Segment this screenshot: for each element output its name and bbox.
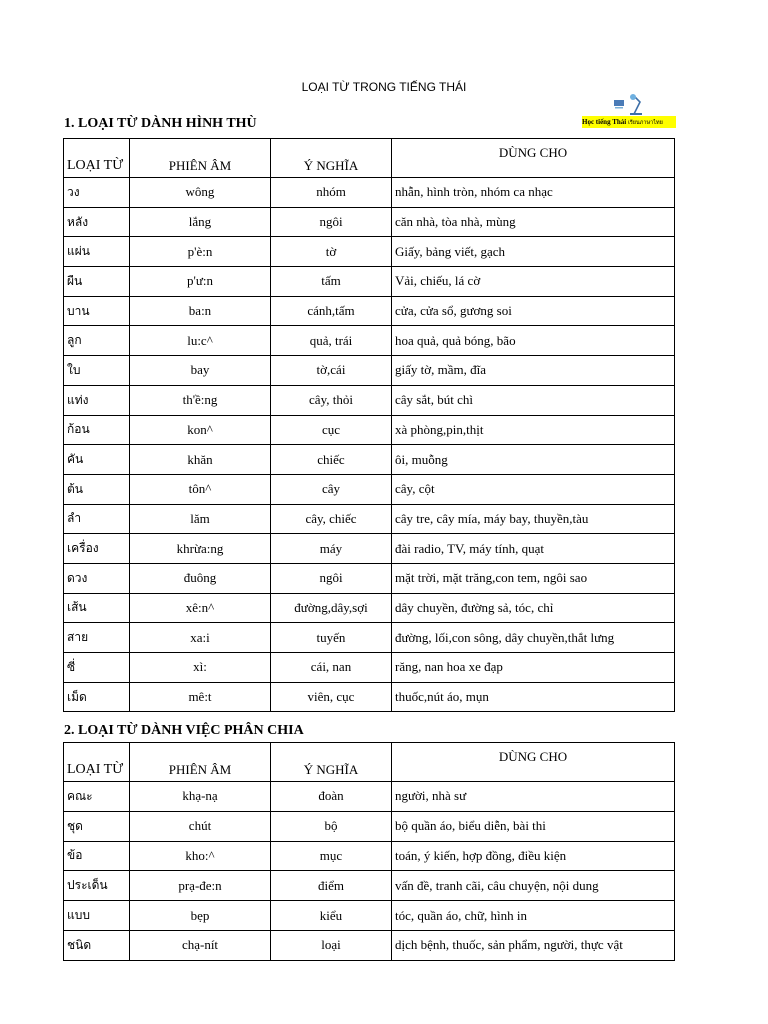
table-row <box>64 871 675 901</box>
cell-loai-tu: ซี่ <box>64 653 130 683</box>
table-row <box>64 593 675 623</box>
cell-dung-cho: răng, nan hoa xe đạp <box>392 653 675 683</box>
table-row <box>64 841 675 871</box>
table-row <box>64 563 675 593</box>
cell-loai-tu: ข้อ <box>64 841 130 871</box>
cell-loai-tu: เม็ด <box>64 682 130 712</box>
cell-loai-tu: ประเด็น <box>64 871 130 901</box>
logo-text: Học tiếng Thái <box>582 118 627 126</box>
header-phien-am: PHIÊN ÂM <box>130 743 271 782</box>
cell-loai-tu: ดวง <box>64 563 130 593</box>
cell-y-nghia: cục <box>271 415 392 445</box>
table-row <box>64 207 675 237</box>
cell-loai-tu: วง <box>64 178 130 208</box>
table-row <box>64 901 675 931</box>
cell-y-nghia: kiểu <box>271 901 392 931</box>
header-y-nghia: Ý NGHĨA <box>271 139 392 178</box>
table-row <box>64 623 675 653</box>
cell-y-nghia: viên, cục <box>271 682 392 712</box>
cell-y-nghia: loại <box>271 930 392 960</box>
cell-dung-cho: cửa, cửa sổ, gương soi <box>392 296 675 326</box>
table-row <box>64 445 675 475</box>
cell-loai-tu: ลูก <box>64 326 130 356</box>
table-row <box>64 653 675 683</box>
cell-y-nghia: ngôi <box>271 207 392 237</box>
cell-dung-cho: Vải, chiếu, lá cờ <box>392 267 675 297</box>
cell-dung-cho: cây, cột <box>392 474 675 504</box>
cell-y-nghia: cái, nan <box>271 653 392 683</box>
table-row <box>64 682 675 712</box>
header-phien-am: PHIÊN ÂM <box>130 139 271 178</box>
section-title-1: 1. LOẠI TỪ DÀNH HÌNH THÙ <box>64 116 257 131</box>
cell-dung-cho: xà phòng,pin,thịt <box>392 415 675 445</box>
table-row <box>64 504 675 534</box>
page-title: LOẠI TỪ TRONG TIẾNG THÁI <box>301 80 467 94</box>
cell-phien-am: th'ề:ng <box>130 385 271 415</box>
cell-phien-am: chạ-nít <box>130 930 271 960</box>
cell-y-nghia: nhóm <box>271 178 392 208</box>
cell-loai-tu: ผืน <box>64 267 130 297</box>
cell-y-nghia: bộ <box>271 811 392 841</box>
cell-dung-cho: toán, ý kiến, hợp đồng, điều kiện <box>392 841 675 871</box>
cell-phien-am: khạ-nạ <box>130 782 271 812</box>
cell-phien-am: lắng <box>130 207 271 237</box>
table-header-row <box>64 139 675 178</box>
cell-phien-am: xê:n^ <box>130 593 271 623</box>
cell-dung-cho: thuốc,nút áo, mụn <box>392 682 675 712</box>
logo-label <box>582 116 676 128</box>
cell-y-nghia: điểm <box>271 871 392 901</box>
cell-phien-am: ba:n <box>130 296 271 326</box>
cell-dung-cho: ôi, muỗng <box>392 445 675 475</box>
cell-y-nghia: chiếc <box>271 445 392 475</box>
cell-dung-cho: dịch bệnh, thuốc, sản phẩm, người, thực vật <box>392 930 675 960</box>
logo-thai-text: เรียนภาษาไทย <box>627 120 663 126</box>
cell-loai-tu: คณะ <box>64 782 130 812</box>
cell-phien-am: khrừa:ng <box>130 534 271 564</box>
cell-y-nghia: mục <box>271 841 392 871</box>
cell-phien-am: p'è:n <box>130 237 271 267</box>
cell-dung-cho: mặt trời, mặt trăng,con tem, ngôi sao <box>392 563 675 593</box>
cell-phien-am: kon^ <box>130 415 271 445</box>
cell-y-nghia: cây, chiếc <box>271 504 392 534</box>
cell-y-nghia: tấm <box>271 267 392 297</box>
cell-loai-tu: ชนิด <box>64 930 130 960</box>
table-row <box>64 267 675 297</box>
cell-loai-tu: ใบ <box>64 356 130 386</box>
cell-phien-am: kho:^ <box>130 841 271 871</box>
cell-loai-tu: คัน <box>64 445 130 475</box>
cell-phien-am: wông <box>130 178 271 208</box>
cell-loai-tu: ต้น <box>64 474 130 504</box>
cell-phien-am: p'ư:n <box>130 267 271 297</box>
header-dung-cho: DÙNG CHO <box>392 139 675 178</box>
cell-y-nghia: tờ,cái <box>271 356 392 386</box>
cell-phien-am: tôn^ <box>130 474 271 504</box>
cell-loai-tu: ก้อน <box>64 415 130 445</box>
table-row <box>64 178 675 208</box>
table-row <box>64 474 675 504</box>
cell-y-nghia: tuyến <box>271 623 392 653</box>
cell-phien-am: xì: <box>130 653 271 683</box>
cell-dung-cho: đường, lối,con sông, dây chuyền,thắt lưng <box>392 623 675 653</box>
cell-y-nghia: máy <box>271 534 392 564</box>
cell-phien-am: đuông <box>130 563 271 593</box>
cell-loai-tu: แท่ง <box>64 385 130 415</box>
cell-phien-am: bẹp <box>130 901 271 931</box>
cell-phien-am: bay <box>130 356 271 386</box>
cell-phien-am: prạ-đe:n <box>130 871 271 901</box>
cell-dung-cho: Giấy, bảng viết, gạch <box>392 237 675 267</box>
cell-loai-tu: หลัง <box>64 207 130 237</box>
cell-dung-cho: đài radio, TV, máy tính, quạt <box>392 534 675 564</box>
table-row <box>64 415 675 445</box>
cell-dung-cho: giấy tờ, mầm, đĩa <box>392 356 675 386</box>
table-row <box>64 930 675 960</box>
cell-y-nghia: cây <box>271 474 392 504</box>
header-y-nghia: Ý NGHĨA <box>271 743 392 782</box>
cell-loai-tu: สาย <box>64 623 130 653</box>
cell-dung-cho: tóc, quần áo, chữ, hình in <box>392 901 675 931</box>
table-row <box>64 782 675 812</box>
table-row <box>64 385 675 415</box>
cell-dung-cho: dây chuyền, đường sả, tóc, chỉ <box>392 593 675 623</box>
cell-loai-tu: เครื่อง <box>64 534 130 564</box>
classifier-table-2 <box>63 742 675 961</box>
cell-phien-am: mê:t <box>130 682 271 712</box>
cell-y-nghia: đoàn <box>271 782 392 812</box>
lamp-icon <box>612 92 648 116</box>
logo <box>582 92 676 130</box>
cell-y-nghia: quả, trái <box>271 326 392 356</box>
cell-loai-tu: ชุด <box>64 811 130 841</box>
cell-dung-cho: hoa quả, quả bóng, bão <box>392 326 675 356</box>
cell-dung-cho: bộ quần áo, biểu diễn, bài thi <box>392 811 675 841</box>
table-row <box>64 534 675 564</box>
table-row <box>64 811 675 841</box>
cell-phien-am: lăm <box>130 504 271 534</box>
cell-dung-cho: cây sắt, bút chì <box>392 385 675 415</box>
cell-phien-am: khăn <box>130 445 271 475</box>
cell-dung-cho: căn nhà, tòa nhà, mùng <box>392 207 675 237</box>
cell-dung-cho: vấn đề, tranh cãi, câu chuyện, nội dung <box>392 871 675 901</box>
cell-loai-tu: แผ่น <box>64 237 130 267</box>
cell-loai-tu: แบบ <box>64 901 130 931</box>
cell-y-nghia: ngôi <box>271 563 392 593</box>
table-row <box>64 326 675 356</box>
cell-y-nghia: cây, thỏi <box>271 385 392 415</box>
cell-dung-cho: người, nhà sư <box>392 782 675 812</box>
cell-loai-tu: เส้น <box>64 593 130 623</box>
cell-dung-cho: cây tre, cây mía, máy bay, thuyền,tàu <box>392 504 675 534</box>
cell-loai-tu: บาน <box>64 296 130 326</box>
table-row <box>64 356 675 386</box>
table-row <box>64 237 675 267</box>
cell-dung-cho: nhẫn, hình tròn, nhóm ca nhạc <box>392 178 675 208</box>
section-title-2: 2. LOẠI TỪ DÀNH VIỆC PHÂN CHIA <box>64 723 304 738</box>
cell-y-nghia: đường,dây,sợi <box>271 593 392 623</box>
header-dung-cho: DÙNG CHO <box>392 743 675 782</box>
cell-y-nghia: tờ <box>271 237 392 267</box>
table-row <box>64 296 675 326</box>
header-loai-tu: LOẠI TỪ <box>64 743 130 782</box>
cell-y-nghia: cánh,tấm <box>271 296 392 326</box>
header-loai-tu: LOẠI TỪ <box>64 139 130 178</box>
cell-phien-am: lu:c^ <box>130 326 271 356</box>
cell-phien-am: xa:i <box>130 623 271 653</box>
table-header-row <box>64 743 675 782</box>
cell-phien-am: chút <box>130 811 271 841</box>
classifier-table-1 <box>63 138 675 712</box>
cell-loai-tu: ลำ <box>64 504 130 534</box>
